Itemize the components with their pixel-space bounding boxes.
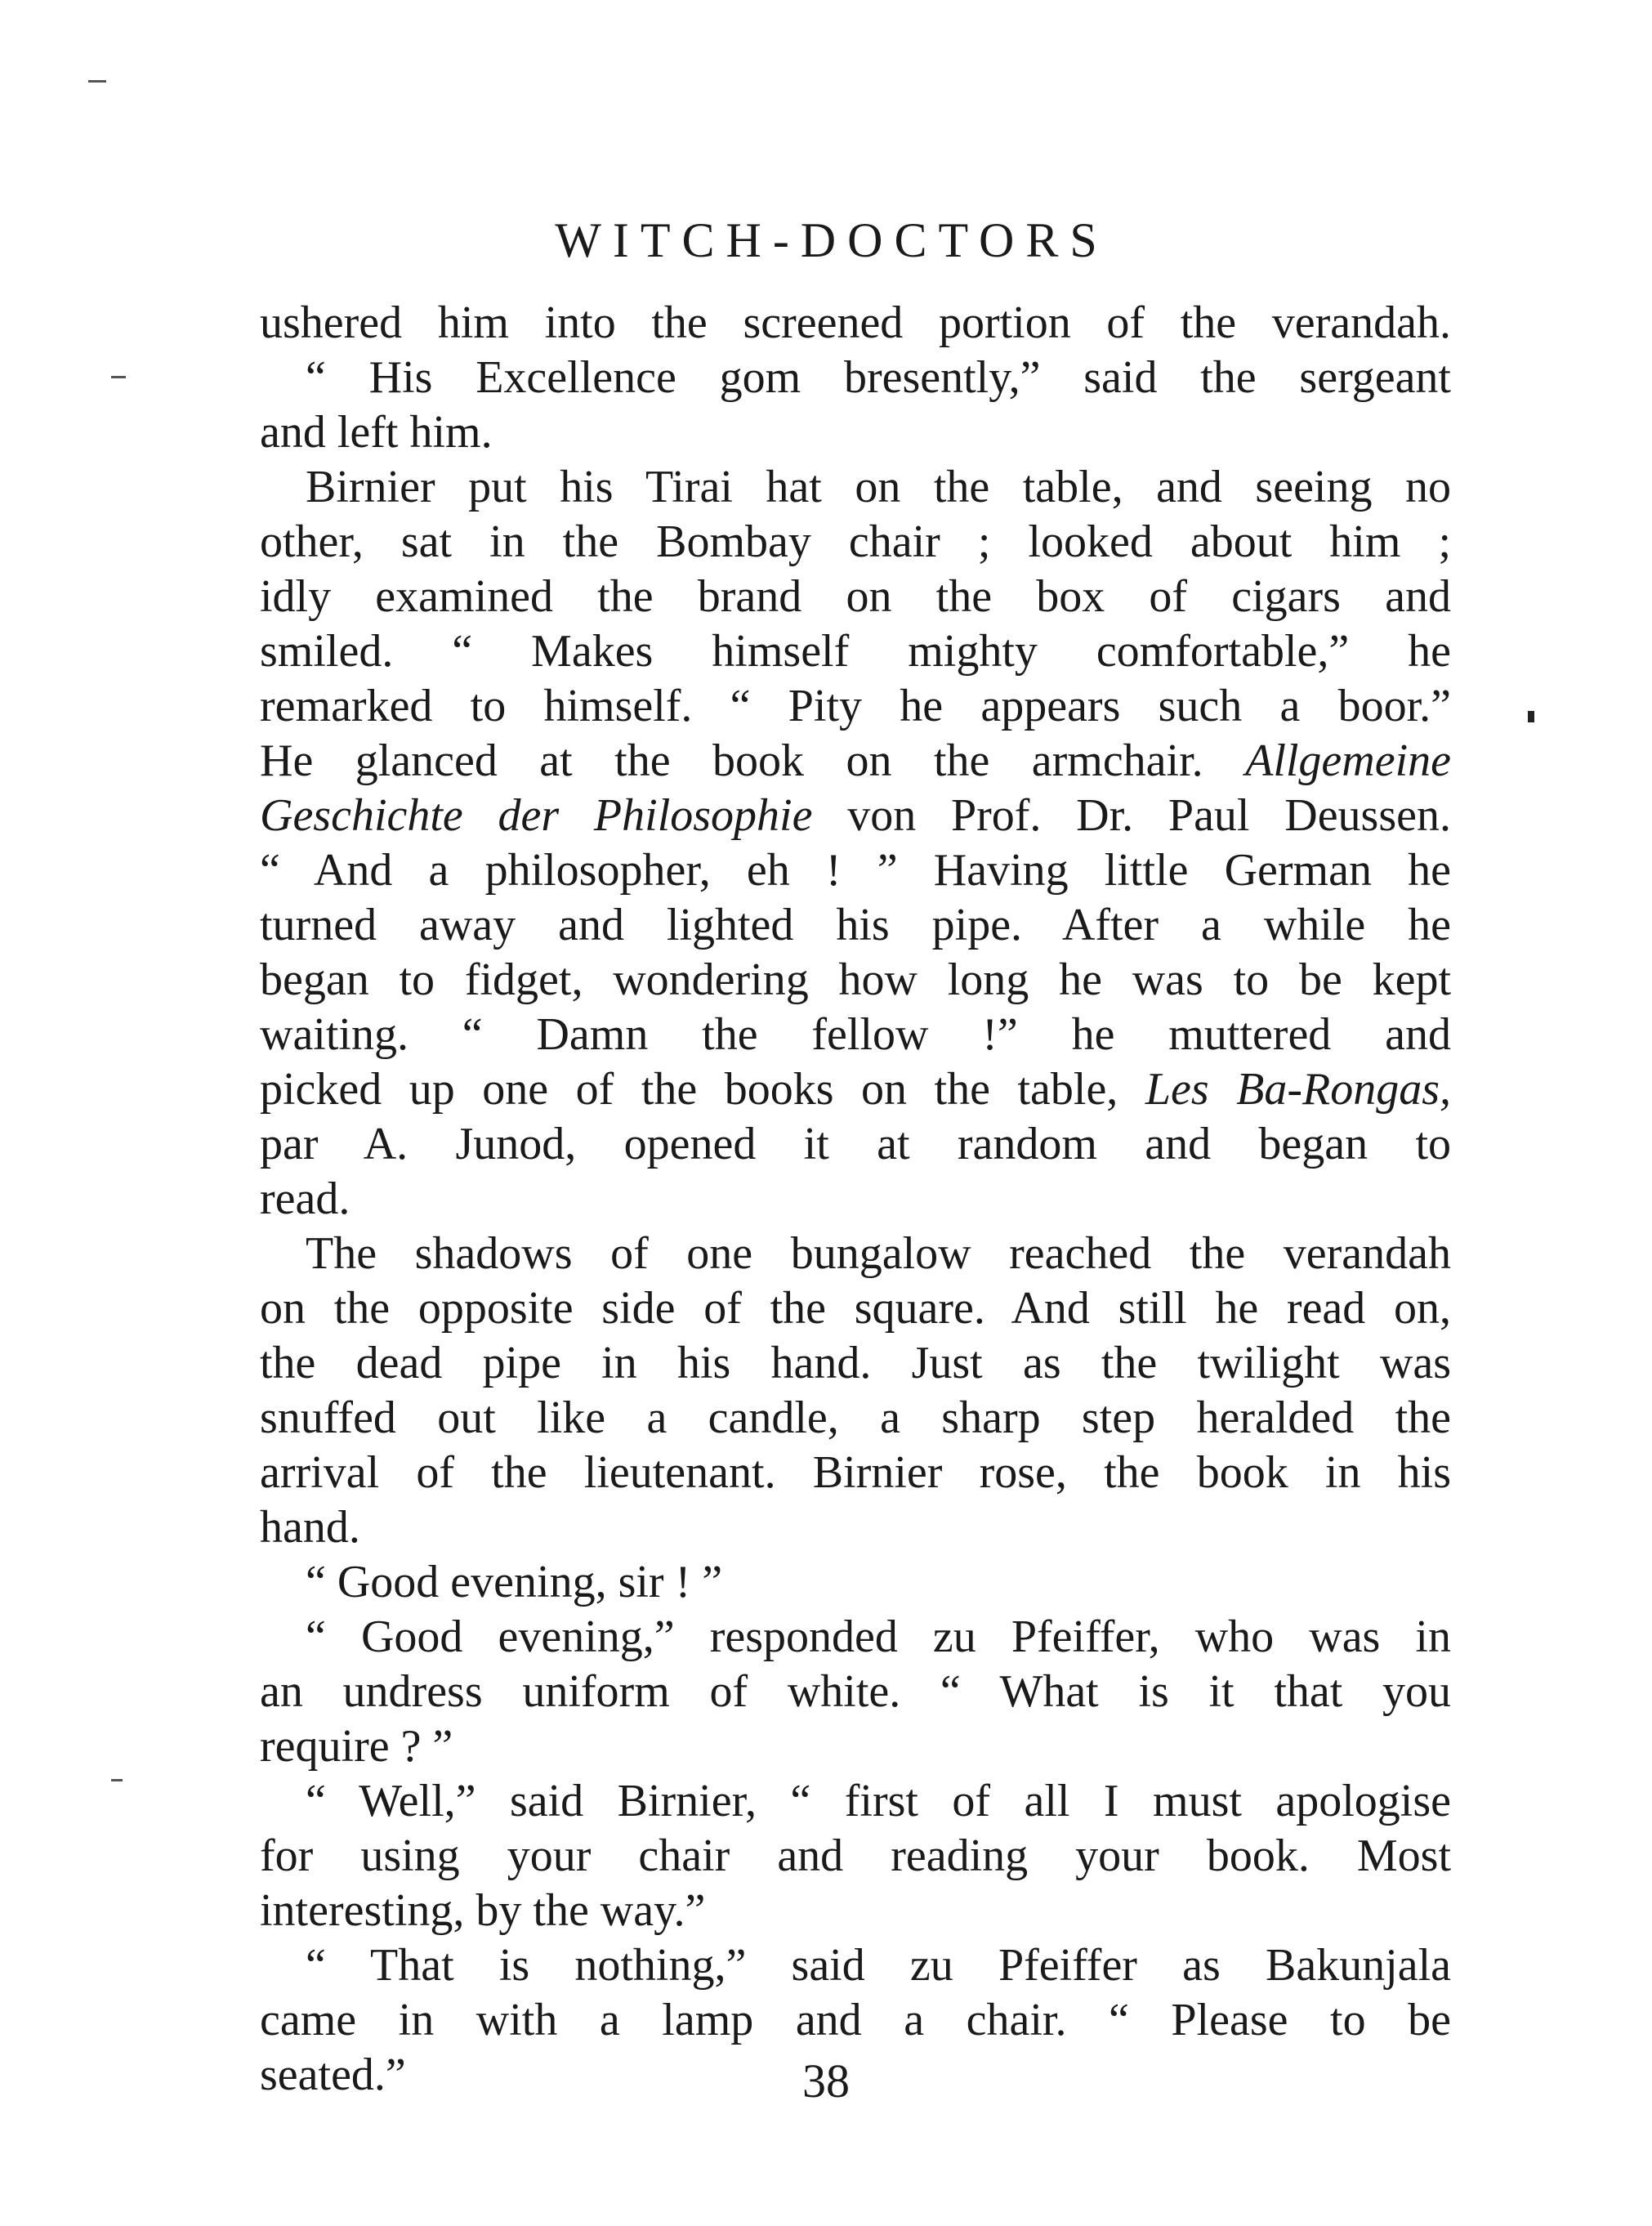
line-text: “ That is nothing,” said zu Pfeiffer as Bakunjala: [306, 1940, 1451, 1991]
line-text: came in with a lamp and a chair. “ Please to be: [260, 1995, 1451, 2045]
line-text: The shadows of one bungalow reached the verandah: [306, 1228, 1451, 1279]
line-text: “ His Excellence gom bresently,” said the sergeant: [306, 352, 1451, 403]
line-text: on the opposite side of the square. And still he read on,: [260, 1283, 1451, 1334]
line-text: He glanced at the book on the armchair.: [260, 735, 1246, 786]
line-text: require ? ”: [260, 1721, 453, 1772]
text-line: [260, 1610, 1451, 1665]
page-number: 38: [802, 2054, 850, 2108]
line-text: picked up one of the books on the table,: [260, 1064, 1145, 1115]
text-line: [260, 1884, 1451, 1938]
text-line: [260, 1938, 1451, 1993]
text-line: [260, 679, 1451, 734]
italic-title: Geschichte der Philosophie: [260, 790, 813, 841]
margin-mark: [1528, 711, 1534, 722]
line-text: began to fidget, wondering how long he was to be kept: [260, 954, 1451, 1005]
text-line: [260, 405, 1451, 460]
text-line: [260, 1665, 1451, 1719]
line-text: “ And a philosopher, eh ! ” Having little German he: [260, 845, 1451, 896]
line-text: snuffed out like a candle, a sharp step heralded the: [260, 1392, 1451, 1443]
running-head: WITCH-DOCTORS: [555, 213, 1109, 267]
text-line: [260, 460, 1451, 515]
text-line: [260, 624, 1451, 679]
line-text: and left him.: [260, 407, 493, 458]
line-text: for using your chair and reading your book. Most: [260, 1830, 1451, 1881]
margin-mark: [111, 376, 126, 378]
margin-mark: [88, 80, 106, 83]
text-line: [260, 1281, 1451, 1336]
text-line: [260, 843, 1451, 898]
line-text: turned away and lighted his pipe. After a while he: [260, 900, 1451, 950]
margin-mark: [111, 1779, 123, 1781]
text-line: [260, 1446, 1451, 1500]
text-line: [260, 789, 1451, 843]
text-line: [260, 898, 1451, 953]
line-text: “ Well,” said Birnier, “ first of all I must apologise: [306, 1776, 1451, 1826]
text-line: [260, 1391, 1451, 1446]
text-line: [260, 515, 1451, 570]
line-text: remarked to himself. “ Pity he appears such a boor.”: [260, 681, 1451, 731]
line-text: hand.: [260, 1502, 360, 1553]
text-line: [260, 734, 1451, 789]
body-text: [260, 296, 1451, 2103]
line-text: an undress uniform of white. “ What is it that you: [260, 1666, 1451, 1717]
line-text: waiting. “ Damn the fellow !” he muttered and: [260, 1009, 1451, 1060]
text-line: [260, 1062, 1451, 1117]
text-line: [260, 1117, 1451, 1172]
text-line: [260, 1993, 1451, 2048]
line-text: other, sat in the Bombay chair ; looked about him ;: [260, 516, 1451, 567]
text-line: [260, 1336, 1451, 1391]
italic-title: Allgemeine: [1245, 735, 1451, 786]
italic-title: Les Ba-Rongas,: [1145, 1064, 1451, 1115]
text-line: [260, 351, 1451, 405]
line-text: “ Good evening, sir ! ”: [306, 1557, 723, 1607]
line-text: von Prof. Dr. Paul Deussen.: [812, 790, 1451, 841]
text-line: [260, 953, 1451, 1008]
line-text: ushered him into the screened portion of the verandah.: [260, 297, 1451, 348]
text-line: [260, 1829, 1451, 1884]
text-line: [260, 1500, 1451, 1555]
line-text: interesting, by the way.”: [260, 1885, 706, 1936]
line-text: “ Good evening,” responded zu Pfeiffer, who was in: [306, 1611, 1451, 1662]
text-line: [260, 1774, 1451, 1829]
line-text: the dead pipe in his hand. Just as the twilight was: [260, 1338, 1451, 1388]
line-text: idly examined the brand on the box of cigars and: [260, 571, 1451, 622]
text-line: [260, 1227, 1451, 1281]
line-text: seated.”: [260, 2049, 406, 2100]
line-text: smiled. “ Makes himself mighty comfortable,” he: [260, 626, 1451, 677]
line-text: read.: [260, 1173, 350, 1224]
line-text: arrival of the lieutenant. Birnier rose, the book in his: [260, 1447, 1451, 1498]
text-line: [260, 570, 1451, 624]
text-line: [260, 1555, 1451, 1610]
text-line: [260, 296, 1451, 351]
text-line: [260, 1172, 1451, 1227]
text-line: [260, 1008, 1451, 1062]
line-text: par A. Junod, opened it at random and began to: [260, 1119, 1451, 1169]
text-line: [260, 1719, 1451, 1774]
line-text: Birnier put his Tirai hat on the table, and seeing no: [306, 462, 1451, 512]
